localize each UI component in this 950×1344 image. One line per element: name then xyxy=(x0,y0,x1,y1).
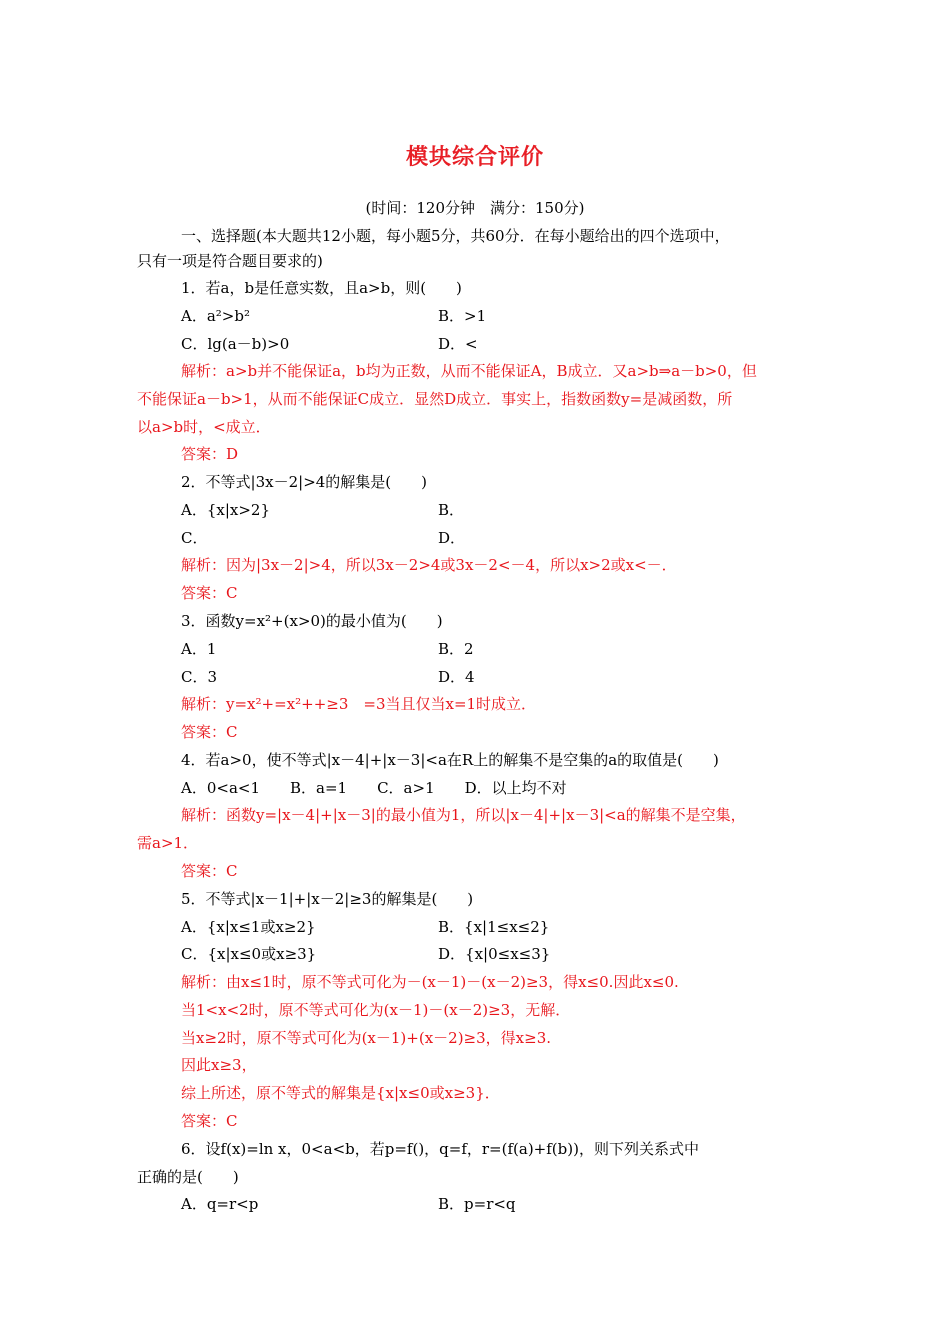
solution-line: 答案：C xyxy=(181,723,238,741)
text-line: 正确的是( ) xyxy=(137,1168,239,1186)
text-line: 只有一项是符合题目要求的) xyxy=(137,252,323,270)
solution-line: 以a>b时，<成立． xyxy=(137,418,271,436)
page-title: 模块综合评价 xyxy=(405,145,544,170)
text-line: 一、选择题(本大题共12小题，每小题5分，共60分．在每小题给出的四个选项中， xyxy=(181,227,730,245)
text-line: A．0<a<1 B．a=1 C．a>1 D．以上均不对 xyxy=(181,779,567,797)
solution-line: 答案：D xyxy=(181,445,239,463)
text-line: A．q=r<p xyxy=(181,1195,259,1213)
text-line: (时间：120分钟 满分：150分) xyxy=(365,199,585,217)
text-line: 6．设f(x)=ln x，0<a<b，若p=f()，q=f，r=(f(a)+f(b))，则下列关系式中 xyxy=(181,1140,699,1158)
text-line: B． xyxy=(438,501,465,519)
solution-line: 解析：因为|3x－2|>4，所以3x－2>4或3x－2<－4，所以x>2或x<－． xyxy=(181,556,677,574)
text-line: B．{x|1≤x≤2} xyxy=(438,918,550,936)
solution-line: 解析：函数y=|x－4|+|x－3|的最小值为1，所以|x－4|+|x－3|<a的解集不是空集， xyxy=(181,806,746,824)
text-line: D．< xyxy=(438,335,478,353)
text-line: A．{x|x>2} xyxy=(181,501,271,519)
text-line: C．lg(a－b)>0 xyxy=(181,335,290,353)
text-line: A．1 xyxy=(181,640,217,658)
text-line: 2．不等式|3x－2|>4的解集是( ) xyxy=(181,473,428,491)
text-line: D．4 xyxy=(438,668,475,686)
text-line: D． xyxy=(438,529,466,547)
text-line: D．{x|0≤x≤3} xyxy=(438,945,551,963)
text-line: C．{x|x≤0或x≥3} xyxy=(181,945,317,963)
solution-line: 答案：C xyxy=(181,584,238,602)
solution-line: 当1<x<2时，原不等式可化为(x－1)－(x－2)≥3，无解． xyxy=(181,1001,571,1019)
text-line: B．2 xyxy=(438,640,474,658)
text-line: B．p=r<q xyxy=(438,1195,516,1213)
text-line: 4．若a>0，使不等式|x－4|+|x－3|<a在R上的解集不是空集的a的取值是( ) xyxy=(181,751,719,769)
solution-line: 当x≥2时，原不等式可化为(x－1)+(x－2)≥3，得x≥3. xyxy=(181,1029,552,1047)
solution-line: 解析：y=x²+=x²++≥3 =3当且仅当x=1时成立． xyxy=(181,695,537,713)
text-line: 5．不等式|x－1|+|x－2|≥3的解集是( ) xyxy=(181,890,474,908)
text-line: A．{x|x≤1或x≥2} xyxy=(181,918,316,936)
solution-line: 因此x≥3， xyxy=(181,1056,257,1074)
solution-line: 答案：C xyxy=(181,862,238,880)
solution-line: 解析：由x≤1时，原不等式可化为－(x－1)－(x－2)≥3，得x≤0.因此x≤0. xyxy=(181,973,679,991)
text-line: C． xyxy=(181,529,208,547)
text-line: B．>1 xyxy=(438,307,487,325)
solution-line: 综上所述，原不等式的解集是{x|x≤0或x≥3}． xyxy=(181,1084,500,1102)
solution-line: 需a>1． xyxy=(137,834,199,852)
solution-line: 解析：a>b并不能保证a，b均为正数，从而不能保证A，B成立．又a>b⇒a－b>0，但 xyxy=(181,362,757,380)
text-line: A．a²>b² xyxy=(181,307,250,325)
text-line: C．3 xyxy=(181,668,218,686)
text-line: 3．函数y=x²+(x>0)的最小值为( ) xyxy=(181,612,443,630)
solution-line: 不能保证a－b>1，从而不能保证C成立．显然D成立．事实上，指数函数y=是减函数，所 xyxy=(137,390,733,408)
solution-line: 答案：C xyxy=(181,1112,238,1130)
text-line: 1．若a，b是任意实数，且a>b，则( ) xyxy=(181,279,462,297)
